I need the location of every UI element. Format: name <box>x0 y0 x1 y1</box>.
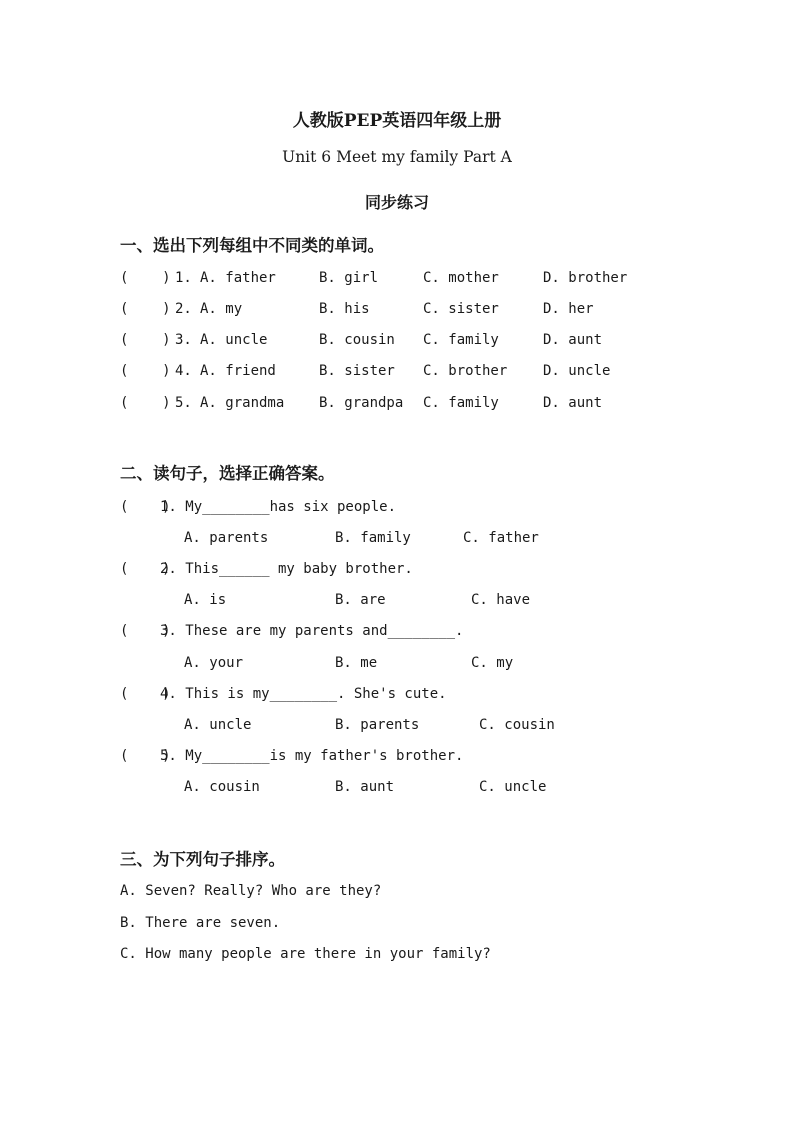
question-text: 3. These are my parents and________. <box>160 623 464 639</box>
option-a: A. parents <box>184 530 269 546</box>
answer-blank[interactable]: ( ) <box>120 499 171 515</box>
s1-question-row <box>0 270 628 290</box>
option-a: A. friend <box>200 363 276 379</box>
option-b: B. are <box>335 592 386 608</box>
s2-question-row <box>0 686 447 706</box>
section3-heading: 三、为下列句子排序。 <box>120 850 285 869</box>
option-a: A. uncle <box>200 332 268 348</box>
sequence-sentence: B. There are seven. <box>120 915 281 931</box>
sequence-sentence: C. How many people are there in your family? <box>120 946 491 962</box>
question-number: 2. <box>175 301 192 317</box>
option-b: B. me <box>335 655 378 671</box>
answer-blank[interactable]: ( ) <box>120 332 171 348</box>
s1-question-row <box>0 363 611 383</box>
option-d: D. aunt <box>543 332 603 348</box>
question-number: 1. <box>175 270 192 286</box>
question-text: 4. This is my________. She's cute. <box>160 686 447 702</box>
answer-blank[interactable]: ( ) <box>120 686 171 702</box>
option-d: D. brother <box>543 270 628 286</box>
option-c: C. brother <box>423 363 508 379</box>
option-c: C. cousin <box>479 717 555 733</box>
s2-options-row <box>0 779 547 799</box>
s1-question-row <box>0 395 603 415</box>
option-c: C. father <box>463 530 539 546</box>
answer-blank[interactable]: ( ) <box>120 561 171 577</box>
option-a: A. grandma <box>200 395 285 411</box>
option-d: D. aunt <box>543 395 603 411</box>
option-c: C. family <box>423 332 499 348</box>
option-a: A. father <box>200 270 276 286</box>
option-a: A. my <box>200 301 243 317</box>
option-c: C. mother <box>423 270 499 286</box>
worksheet-title: 人教版PEP英语四年级上册 <box>292 111 502 131</box>
s2-options-row <box>0 592 531 612</box>
question-number: 5. <box>175 395 192 411</box>
s2-options-row <box>0 655 514 675</box>
option-b: B. grandpa <box>319 395 404 411</box>
option-c: C. my <box>471 655 514 671</box>
option-b: B. family <box>335 530 411 546</box>
question-number: 3. <box>175 332 192 348</box>
sequence-sentence: A. Seven? Really? Who are they? <box>120 883 382 899</box>
option-c: C. uncle <box>479 779 547 795</box>
question-text: 1. My________has six people. <box>160 499 397 515</box>
section2-heading: 二、读句子，选择正确答案。 <box>120 464 335 483</box>
section1-heading: 一、选出下列每组中不同类的单词。 <box>120 236 384 255</box>
s1-question-row <box>0 332 603 352</box>
question-text: 5. My________is my father's brother. <box>160 748 464 764</box>
option-a: A. uncle <box>184 717 252 733</box>
option-d: D. uncle <box>543 363 611 379</box>
question-number: 4. <box>175 363 192 379</box>
s2-question-row <box>0 561 413 581</box>
option-b: B. aunt <box>335 779 395 795</box>
option-d: D. her <box>543 301 594 317</box>
s2-options-row <box>0 717 555 737</box>
answer-blank[interactable]: ( ) <box>120 270 171 286</box>
s2-question-row <box>0 748 464 768</box>
answer-blank[interactable]: ( ) <box>120 395 171 411</box>
worksheet-subtitle: Unit 6 Meet my family Part A <box>282 148 512 166</box>
s1-question-row <box>0 301 594 321</box>
option-b: B. parents <box>335 717 420 733</box>
worksheet-label: 同步练习 <box>364 193 429 212</box>
option-b: B. cousin <box>319 332 395 348</box>
answer-blank[interactable]: ( ) <box>120 623 171 639</box>
answer-blank[interactable]: ( ) <box>120 748 171 764</box>
option-a: A. is <box>184 592 227 608</box>
s2-question-row <box>0 623 464 643</box>
option-a: A. cousin <box>184 779 260 795</box>
option-c: C. have <box>471 592 531 608</box>
answer-blank[interactable]: ( ) <box>120 301 171 317</box>
question-text: 2. This______ my baby brother. <box>160 561 413 577</box>
option-c: C. family <box>423 395 499 411</box>
answer-blank[interactable]: ( ) <box>120 363 171 379</box>
option-b: B. sister <box>319 363 395 379</box>
option-b: B. girl <box>319 270 379 286</box>
option-a: A. your <box>184 655 244 671</box>
s2-question-row <box>0 499 397 519</box>
option-c: C. sister <box>423 301 499 317</box>
option-b: B. his <box>319 301 370 317</box>
s2-options-row <box>0 530 539 550</box>
